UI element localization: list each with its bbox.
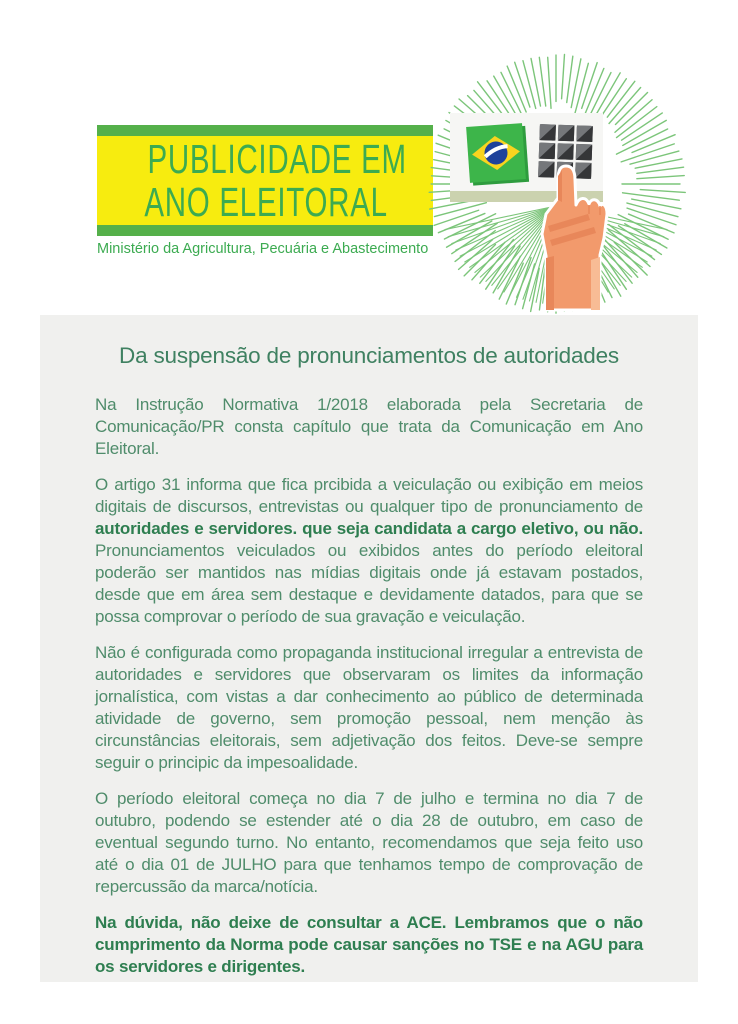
title-banner [97,136,433,225]
paragraph [95,394,643,460]
banner-title-row2 [97,178,433,225]
paragraph-bold-segment: Na dúvida, não deixe de consultar a ACE. Lembramos que o não cumprimento da Norma pode causar sanções no TSE e na AGU para os servidores e dirigentes. [95,913,643,976]
ministry-subtitle: Ministério da Agricultura, Pecuária e Abastecimento [97,241,429,257]
paragraph-segment: O período eleitoral começa no dia 7 de julho e termina no dia 7 de outubro, podendo se estender até o dia 28 de outubro, em caso de eventual segundo turno. No entanto, recomendamos que seja feito uso até o dia 01 de JULHO para que tenhamos tempo de comprovação de repercussão da marca/notícia. [95,789,643,896]
banner-top-bar [97,125,433,136]
content-box [40,315,698,982]
banner-bottom-bar [97,225,433,236]
banner-title-row1 [97,135,433,182]
content-title: Da suspensão de pronunciamentos de autoridades [119,343,619,368]
paragraph-bold-segment: autoridades e servidores. que seja candidata a cargo eletivo, ou não. [95,519,643,538]
banner-title-line1: PUBLICIDADE EM [147,135,407,182]
paragraph-segment: Na Instrução Normativa 1/2018 elaborada pela Secretaria de Comunicação/PR consta capítulo que trata da Comunicação em Ano Eleitoral. [95,395,643,458]
paragraph-segment: Não é configurada como propaganda institucional irregular a entrevista de autoridades e servidores que observaram os limites da informação jornalística, com vistas a dar conhecimento ao público de determinada atividade de governo, sem promoção pessoal, nem menção às circunstâncias eleitorais, sem adjetivação dos feitos. Deve-se sempre seguir o principic da impesoalidade. [95,643,643,772]
paragraph-segment: Pronunciamentos veiculados ou exibidos antes do período eleitoral poderão ser mantidos nas mídias digitais onde já estavam postados, desde que em área sem destaque e devidamente datados, para que se possa comprovar o período de sua gravação e veiculação. [95,541,643,626]
banner-title-line2: ANO ELEITORAL [144,178,388,225]
paragraph [95,642,643,774]
paragraph [95,912,643,978]
brazil-flag-icon [466,123,529,186]
paragraph-segment: O artigo 31 informa que fica prcibida a veiculação ou exibição em meios digitais de discursos, entrevistas ou qualquer tipo de pronunciamento de [95,475,643,516]
paragraph [95,788,643,898]
voting-illustration [420,48,692,320]
paragraphs [95,394,643,978]
paragraph [95,474,643,628]
